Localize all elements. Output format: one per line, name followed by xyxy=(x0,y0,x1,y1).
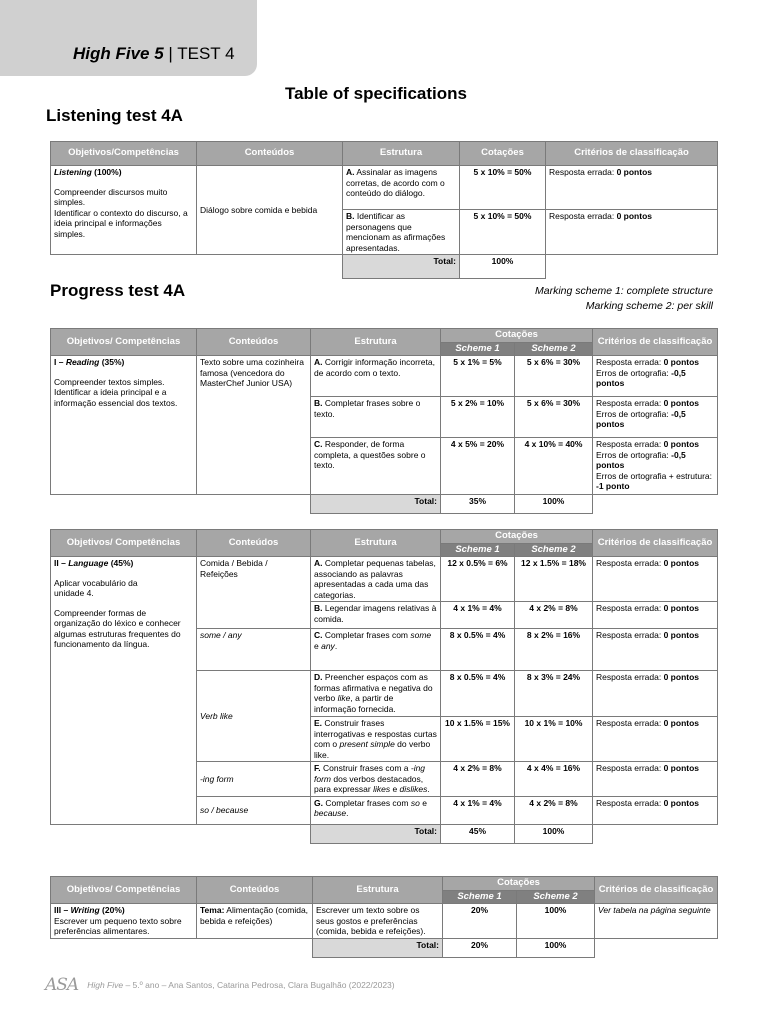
listening-table xyxy=(50,141,718,279)
criteria-points: 0 pontos xyxy=(663,763,700,773)
skill-title: Writing xyxy=(70,905,100,915)
item-text: , a partir de informação fornecida. xyxy=(314,693,396,714)
item-text: Preencher espaços com as formas afirmativa e negativa do verbo xyxy=(314,672,433,703)
item-letter: B. xyxy=(314,603,323,613)
criteria-text: Resposta errada: xyxy=(596,439,664,449)
language-table xyxy=(50,529,718,844)
item-letter: C. xyxy=(314,630,323,640)
content-text: so / because xyxy=(200,804,249,815)
objective-text: Identificar a ideia principal e a informação essencial dos textos. xyxy=(54,387,178,408)
scheme-1-header: Scheme 1 xyxy=(441,544,515,557)
skill-weight: (100%) xyxy=(91,167,122,177)
col-header: Conteúdos xyxy=(197,142,343,166)
objective-text: Identificar o contexto do discurso, a ideia principal e informações simples. xyxy=(54,207,188,239)
total-scheme-1: 35% xyxy=(441,495,515,514)
structure-cell xyxy=(311,717,441,762)
item-emphasis: some xyxy=(410,630,432,640)
objectives-cell xyxy=(51,557,197,825)
criteria-text: Ver tabela na página seguinte xyxy=(598,905,711,915)
total-scheme-2: 100% xyxy=(517,938,595,957)
criteria-cell xyxy=(546,210,718,255)
criteria-cell xyxy=(546,166,718,210)
footer-credits: – 5.º ano – Ana Santos, Catarina Pedrosa, Clara Bugalhão (2022/2023) xyxy=(123,980,395,990)
item-text: e xyxy=(390,784,400,794)
criteria-text: Resposta errada: xyxy=(596,672,664,682)
scheme-2-score: 4 x 4% = 16% xyxy=(515,762,593,797)
scheme-2-score: 4 x 10% = 40% xyxy=(515,438,593,495)
item-text: Completar pequenas tabelas, associando as palavras apresentadas a cada uma das categorias. xyxy=(314,558,436,600)
marking-scheme-note xyxy=(535,284,713,314)
col-header: Conteúdos xyxy=(197,530,311,557)
criteria-text: Erros de ortografia: xyxy=(596,367,672,378)
item-text: Legendar imagens relativas à comida. xyxy=(314,603,437,624)
col-header: Cotações xyxy=(443,877,595,891)
item-letter: G. xyxy=(314,797,323,808)
item-text: e xyxy=(314,640,322,651)
content-cell: Comida / Bebida / Refeições xyxy=(197,557,311,629)
criteria-cell xyxy=(595,904,718,939)
scheme-2-score: 100% xyxy=(517,904,595,939)
scheme-2-score: 10 x 1% = 10% xyxy=(515,717,593,762)
scheme-1-score: 10 x 1.5% = 15% xyxy=(441,717,515,762)
criteria-text: Erros de ortografia: xyxy=(596,408,672,419)
item-text: Completar frases com xyxy=(322,797,411,808)
criteria-points: -1 ponto xyxy=(596,481,630,491)
criteria-text: Resposta errada: xyxy=(596,763,664,773)
skill-number: I – xyxy=(54,357,66,367)
criteria-cell xyxy=(593,629,718,671)
scheme-2-score: 5 x 6% = 30% xyxy=(515,397,593,438)
item-emphasis: present simple xyxy=(339,739,395,749)
item-letter: A. xyxy=(346,167,355,177)
item-text: . xyxy=(427,784,430,794)
item-letter: C. xyxy=(314,439,323,449)
col-header: Cotações xyxy=(441,530,593,544)
item-text: Responder, de forma completa, a questões sobre o texto. xyxy=(314,439,426,470)
content-cell xyxy=(197,671,311,762)
item-emphasis: because xyxy=(314,808,347,818)
structure-cell xyxy=(311,762,441,797)
content-label: Tema: xyxy=(200,905,225,915)
header-title xyxy=(73,44,235,64)
scheme-2-score: 5 x 6% = 30% xyxy=(515,356,593,397)
document-title: Table of specifications xyxy=(284,84,467,103)
content-cell xyxy=(197,762,311,797)
criteria-text: Resposta errada: xyxy=(596,357,664,367)
col-header: Conteúdos xyxy=(197,329,311,356)
col-header: Cotações xyxy=(441,329,593,343)
content-cell xyxy=(197,796,311,824)
test-name: TEST 4 xyxy=(177,44,235,63)
col-header: Estrutura xyxy=(311,530,441,557)
item-letter: A. xyxy=(314,357,323,367)
page-footer xyxy=(45,975,395,995)
criteria-text: Resposta errada: xyxy=(596,558,664,568)
criteria-text: Erros de ortografia + estrutura: xyxy=(596,470,713,481)
objective-text: Escrever um pequeno texto sobre preferências alimentares. xyxy=(54,915,182,936)
progress-heading: Progress test 4A xyxy=(50,281,186,300)
item-letter: B. xyxy=(314,398,323,408)
objectives-cell xyxy=(51,356,197,495)
item-text: dos verbos destacados, para expressar xyxy=(314,773,424,794)
structure-cell xyxy=(343,166,460,210)
item-emphasis: like xyxy=(337,693,351,703)
scheme-1-score: 4 x 2% = 8% xyxy=(441,762,515,797)
skill-title: Reading xyxy=(65,357,100,367)
scheme-2-header: Scheme 2 xyxy=(515,544,593,557)
content-text: some / any xyxy=(200,630,242,640)
scheme-1-score: 5 x 2% = 10% xyxy=(441,397,515,438)
item-text: Construir frases interrogativas e respostas curtas com o xyxy=(314,718,437,749)
criteria-text: Resposta errada: xyxy=(549,211,617,221)
col-header: Objetivos/ Competências xyxy=(51,877,197,904)
criteria-points: 0 pontos xyxy=(663,797,700,808)
col-header: Critérios de classificação xyxy=(595,877,718,904)
content-text: Verb like xyxy=(200,710,233,721)
marking-scheme-2: Marking scheme 2: per skill xyxy=(585,300,713,312)
scheme-1-score: 8 x 0.5% = 4% xyxy=(441,629,515,671)
total-label: Total: xyxy=(343,255,460,279)
skill-title: Listening xyxy=(54,167,92,177)
total-label: Total: xyxy=(311,824,441,843)
col-header: Conteúdos xyxy=(197,877,313,904)
content-cell: Texto sobre uma cozinheira famosa (vencedora do MasterChef Junior USA) xyxy=(197,356,311,495)
item-text: Construir frases com a xyxy=(320,763,411,773)
item-text: Assinalar as imagens corretas, de acordo com o conteúdo do diálogo. xyxy=(346,167,445,198)
total-scheme-1: 20% xyxy=(443,938,517,957)
criteria-text: Resposta errada: xyxy=(596,718,664,728)
col-header: Estrutura xyxy=(313,877,443,904)
scheme-2-score: 4 x 2% = 8% xyxy=(515,602,593,629)
skill-number: III – xyxy=(54,905,71,915)
item-text: e xyxy=(419,797,427,808)
content-cell xyxy=(197,629,311,671)
structure-cell xyxy=(311,602,441,629)
item-text: . xyxy=(334,640,338,651)
col-header: Critérios de classificação xyxy=(593,530,718,557)
col-header: Estrutura xyxy=(343,142,460,166)
listening-heading: Listening test 4A xyxy=(46,106,183,125)
criteria-points: 0 pontos xyxy=(616,167,652,177)
criteria-cell xyxy=(593,356,718,397)
criteria-cell xyxy=(593,557,718,602)
criteria-points: 0 pontos xyxy=(663,718,700,728)
total-scheme-1: 45% xyxy=(441,824,515,843)
criteria-points: 0 pontos xyxy=(663,603,700,613)
skill-weight: (45%) xyxy=(108,558,134,568)
criteria-cell xyxy=(593,438,718,495)
structure-cell xyxy=(311,796,441,824)
structure-cell xyxy=(343,210,460,255)
criteria-text: Resposta errada: xyxy=(596,603,664,613)
skill-weight: (35%) xyxy=(99,357,125,367)
scheme-1-score: 8 x 0.5% = 4% xyxy=(441,671,515,717)
total-scheme-2: 100% xyxy=(515,824,593,843)
objectives-cell xyxy=(51,904,197,939)
objectives-cell xyxy=(51,166,197,255)
col-header: Cotações xyxy=(460,142,546,166)
criteria-points: -0,5 pontos xyxy=(596,408,686,429)
item-text: do verbo like. xyxy=(314,739,431,760)
structure-cell xyxy=(311,438,441,495)
objective-text: Compreender textos simples. xyxy=(54,376,165,387)
col-header: Critérios de classificação xyxy=(593,329,718,356)
total-value: 100% xyxy=(460,255,546,279)
item-text: Corrigir informação incorreta, de acordo com o texto. xyxy=(314,357,435,378)
writing-table xyxy=(50,876,718,958)
total-scheme-2: 100% xyxy=(515,495,593,514)
structure-cell: Escrever um texto sobre os seus gostos e preferências (comida, bebida e refeições). xyxy=(313,904,443,939)
item-letter: E. xyxy=(314,718,323,728)
scheme-1-header: Scheme 1 xyxy=(443,891,517,904)
scheme-1-header: Scheme 1 xyxy=(441,343,515,356)
criteria-cell xyxy=(593,796,718,824)
series-name: High Five xyxy=(87,980,124,990)
publisher-logo: ASA xyxy=(45,975,79,995)
col-header: Objetivos/ Competências xyxy=(51,530,197,557)
item-emphasis: likes xyxy=(373,784,391,794)
criteria-cell xyxy=(593,602,718,629)
criteria-points: 0 pontos xyxy=(663,558,700,568)
content-text: Alimentação (comida, bebida e refeições) xyxy=(200,905,309,926)
item-text: . xyxy=(346,808,349,818)
structure-cell xyxy=(311,397,441,438)
scheme-2-score: 8 x 3% = 24% xyxy=(515,671,593,717)
criteria-text: Resposta errada: xyxy=(596,398,664,408)
criteria-cell xyxy=(593,397,718,438)
scheme-1-score: 5 x 1% = 5% xyxy=(441,356,515,397)
item-emphasis: any xyxy=(321,640,335,651)
skill-title: Language xyxy=(68,558,109,568)
scheme-1-score: 4 x 1% = 4% xyxy=(441,796,515,824)
objective-text: Compreender discursos muito simples. xyxy=(54,186,168,207)
content-text: -ing form xyxy=(200,773,234,784)
item-emphasis: dislikes xyxy=(399,784,428,794)
skill-number: II – xyxy=(54,558,69,568)
structure-cell xyxy=(311,671,441,717)
header-band xyxy=(0,0,257,76)
criteria-cell xyxy=(593,671,718,717)
col-header: Estrutura xyxy=(311,329,441,356)
item-letter: F. xyxy=(314,763,321,773)
content-cell: Diálogo sobre comida e bebida xyxy=(197,166,343,255)
criteria-points: 0 pontos xyxy=(663,630,700,640)
criteria-cell xyxy=(593,762,718,797)
content-cell xyxy=(197,904,313,939)
scheme-1-score: 12 x 0.5% = 6% xyxy=(441,557,515,602)
item-letter: B. xyxy=(346,211,355,221)
scheme-1-score: 20% xyxy=(443,904,517,939)
col-header: Objetivos/ Competências xyxy=(51,329,197,356)
criteria-text: Resposta errada: xyxy=(549,167,617,177)
total-label: Total: xyxy=(311,495,441,514)
criteria-points: -0,5 pontos xyxy=(596,367,686,388)
total-label: Total: xyxy=(313,938,443,957)
score-cell: 5 x 10% = 50% xyxy=(460,210,546,255)
structure-cell xyxy=(311,557,441,602)
item-text: Completar frases sobre o texto. xyxy=(314,398,421,419)
marking-scheme-1: Marking scheme 1: complete structure xyxy=(535,285,713,297)
scheme-2-header: Scheme 2 xyxy=(515,343,593,356)
scheme-1-score: 4 x 1% = 4% xyxy=(441,602,515,629)
item-emphasis: so xyxy=(410,797,420,808)
col-header: Objetivos/Competências xyxy=(51,142,197,166)
criteria-text: Resposta errada: xyxy=(596,630,664,640)
criteria-points: -0,5 pontos xyxy=(596,449,686,470)
item-letter: D. xyxy=(314,672,323,682)
header-separator: | xyxy=(163,44,178,63)
item-text: Identificar as personagens que mencionam as afirmações apresentadas. xyxy=(346,211,446,253)
criteria-text: Erros de ortografia: xyxy=(596,449,672,460)
criteria-cell xyxy=(593,717,718,762)
reading-table xyxy=(50,328,718,514)
criteria-points: 0 pontos xyxy=(663,439,700,449)
score-cell: 5 x 10% = 50% xyxy=(460,166,546,210)
criteria-points: 0 pontos xyxy=(616,211,652,221)
criteria-points: 0 pontos xyxy=(663,672,700,682)
brand-name: High Five 5 xyxy=(73,44,164,63)
scheme-2-score: 8 x 2% = 16% xyxy=(515,629,593,671)
item-letter: A. xyxy=(314,558,323,568)
item-emphasis: -ing form xyxy=(314,763,426,784)
structure-cell xyxy=(311,629,441,671)
scheme-1-score: 4 x 5% = 20% xyxy=(441,438,515,495)
structure-cell xyxy=(311,356,441,397)
objective-text: Compreender formas de organização do léxico e conhecer algumas estruturas frequentes do funcionamento da língua. xyxy=(54,607,181,649)
scheme-2-header: Scheme 2 xyxy=(517,891,595,904)
criteria-points: 0 pontos xyxy=(663,357,700,367)
criteria-text: Resposta errada: xyxy=(596,797,664,808)
item-text: Completar frases com xyxy=(322,630,411,640)
scheme-2-score: 4 x 2% = 8% xyxy=(515,796,593,824)
objective-text: Aplicar vocabulário da unidade 4. xyxy=(54,577,138,598)
scheme-2-score: 12 x 1.5% = 18% xyxy=(515,557,593,602)
skill-weight: (20%) xyxy=(99,905,125,915)
criteria-points: 0 pontos xyxy=(663,398,700,408)
col-header: Critérios de classificação xyxy=(546,142,718,166)
